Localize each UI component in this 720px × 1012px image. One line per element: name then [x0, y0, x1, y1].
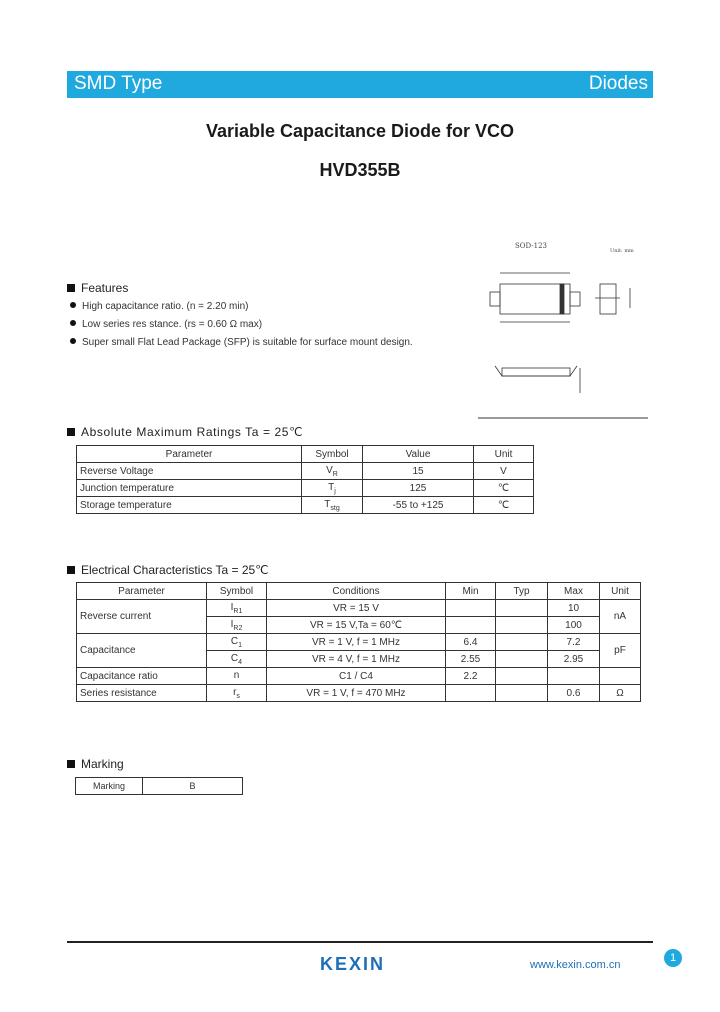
- package-name: SOD-123: [515, 242, 548, 250]
- company-logo: KEXIN: [320, 954, 386, 974]
- column-header: Value: [363, 446, 474, 463]
- cell-max: 0.6: [548, 685, 600, 702]
- feature-item: High capacitance ratio. (n = 2.20 min): [70, 300, 413, 318]
- cell-symbol: $C_4$: [207, 651, 267, 668]
- column-header: Max: [548, 583, 600, 600]
- bullet-icon: [70, 338, 76, 344]
- column-header: Symbol: [207, 583, 267, 600]
- cell-symbol: $T_j$: [302, 480, 363, 497]
- cell-max: [548, 668, 600, 685]
- marking-table: [75, 777, 243, 795]
- table-row: [77, 463, 534, 480]
- cell-unit: ℃: [474, 497, 534, 514]
- cell-min: [446, 617, 496, 634]
- table-row: [77, 634, 641, 651]
- document-title: Variable Capacitance Diode for VCO: [205, 121, 515, 141]
- page-number: 1: [664, 949, 682, 967]
- bullet-icon: [70, 320, 76, 326]
- table-row: [77, 668, 641, 685]
- cell-typ: [496, 634, 548, 651]
- cell-max: 10: [548, 600, 600, 617]
- table-row: [77, 600, 641, 617]
- marking-label: Marking: [76, 778, 143, 795]
- cell-typ: [496, 600, 548, 617]
- cell-value: 15: [363, 463, 474, 480]
- cell-unit: Ω: [600, 685, 641, 702]
- cell-symbol: $C_1$: [207, 634, 267, 651]
- cell-min: [446, 685, 496, 702]
- cell-max: 7.2: [548, 634, 600, 651]
- header-type: Diodes: [588, 73, 648, 94]
- cell-conditions: VR = 4 V, f = 1 MHz: [267, 651, 446, 668]
- cell-symbol: n: [207, 668, 267, 685]
- cell-max: 2.95: [548, 651, 600, 668]
- cell-parameter: Capacitance ratio: [77, 668, 207, 685]
- website-link[interactable]: www.kexin.com.cn: [530, 959, 621, 971]
- cell-typ: [496, 668, 548, 685]
- cell-symbol: $I_{R1}$: [207, 600, 267, 617]
- cell-typ: [496, 651, 548, 668]
- cell-symbol: $T_{stg}$: [302, 497, 363, 514]
- cell-unit: V: [474, 463, 534, 480]
- table-row: [76, 778, 243, 795]
- column-header: Conditions: [267, 583, 446, 600]
- cell-conditions: VR = 1 V, f = 470 MHz: [267, 685, 446, 702]
- section-marker-icon: [67, 566, 75, 574]
- cell-parameter: Reverse Voltage: [77, 463, 302, 480]
- abs-max-table: [76, 445, 534, 514]
- cell-min: [446, 600, 496, 617]
- cell-conditions: C1 / C4: [267, 668, 446, 685]
- cell-symbol: $V_R$: [302, 463, 363, 480]
- cell-unit: ℃: [474, 480, 534, 497]
- cell-conditions: VR = 15 V,Ta = 60℃: [267, 617, 446, 634]
- table-header-row: [77, 583, 641, 600]
- cell-symbol: $r_s$: [207, 685, 267, 702]
- bullet-icon: [70, 302, 76, 308]
- cell-parameter: Storage temperature: [77, 497, 302, 514]
- column-header: Typ: [496, 583, 548, 600]
- column-header: Unit: [474, 446, 534, 463]
- elec-heading: Electrical Characteristics Ta = 25℃: [67, 563, 269, 577]
- cell-parameter: Reverse current: [77, 600, 207, 634]
- cell-unit: nA: [600, 600, 641, 634]
- table-header-row: [77, 446, 534, 463]
- column-header: Unit: [600, 583, 641, 600]
- abs-max-heading: Absolute Maximum Ratings Ta = 25℃: [67, 425, 303, 439]
- features-list: [70, 300, 413, 354]
- package-unit: Unit: mm: [610, 248, 634, 254]
- marking-heading: Marking: [67, 757, 124, 771]
- section-marker-icon: [67, 428, 75, 436]
- cell-min: 6.4: [446, 634, 496, 651]
- header-bar: [67, 71, 653, 98]
- cell-value: -55 to +125: [363, 497, 474, 514]
- column-header: Symbol: [302, 446, 363, 463]
- cell-typ: [496, 617, 548, 634]
- feature-item: Super small Flat Lead Package (SFP) is suitable for surface mount design.: [70, 336, 413, 354]
- feature-item: Low series res stance. (rs = 0.60 Ω max): [70, 318, 413, 336]
- package-outline-drawing: [470, 238, 650, 420]
- cell-parameter: Junction temperature: [77, 480, 302, 497]
- cell-max: 100: [548, 617, 600, 634]
- column-header: Parameter: [77, 446, 302, 463]
- cell-unit: pF: [600, 634, 641, 668]
- table-row: [77, 480, 534, 497]
- table-row: [77, 685, 641, 702]
- cell-parameter: Series resistance: [77, 685, 207, 702]
- cell-min: 2.2: [446, 668, 496, 685]
- electrical-characteristics-table: [76, 582, 641, 702]
- cell-parameter: Capacitance: [77, 634, 207, 668]
- part-number: HVD355B: [319, 160, 401, 180]
- column-header: Min: [446, 583, 496, 600]
- marking-value: B: [143, 778, 243, 795]
- header-category: SMD Type: [74, 73, 163, 94]
- cell-symbol: $I_{R2}$: [207, 617, 267, 634]
- features-heading: Features: [67, 281, 128, 295]
- cell-conditions: VR = 1 V, f = 1 MHz: [267, 634, 446, 651]
- cell-min: 2.55: [446, 651, 496, 668]
- cell-typ: [496, 685, 548, 702]
- section-marker-icon: [67, 760, 75, 768]
- cell-conditions: VR = 15 V: [267, 600, 446, 617]
- cell-value: 125: [363, 480, 474, 497]
- footer-divider: [67, 941, 653, 943]
- table-row: [77, 497, 534, 514]
- column-header: Parameter: [77, 583, 207, 600]
- cell-unit: [600, 668, 641, 685]
- section-marker-icon: [67, 284, 75, 292]
